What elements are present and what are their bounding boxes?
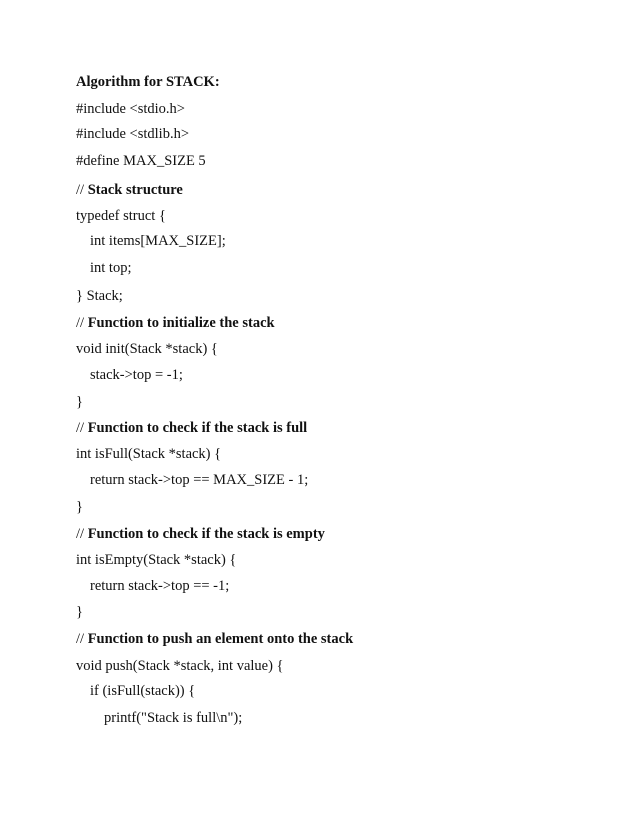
code-line: #include <stdio.h> [76, 101, 185, 117]
comment-text: Function to push an element onto the stack [87, 631, 354, 647]
code-comment [76, 419, 307, 437]
code-line: return stack->top == MAX_SIZE - 1; [90, 472, 309, 488]
code-comment [76, 630, 353, 648]
comment-text: Function to check if the stack is empty [87, 526, 325, 542]
code-line: void push(Stack *stack, int value) { [76, 658, 284, 674]
code-line: int items[MAX_SIZE]; [90, 233, 226, 249]
comment-text: Stack structure [87, 182, 183, 198]
code-line: int isEmpty(Stack *stack) { [76, 552, 237, 568]
code-line: } [76, 499, 83, 515]
comment-text: Function to initialize the stack [87, 315, 275, 331]
code-comment [76, 525, 325, 543]
code-line: #include <stdlib.h> [76, 126, 190, 142]
code-line: stack->top = -1; [90, 367, 183, 383]
code-line: #define MAX_SIZE 5 [76, 153, 206, 169]
comment-marker: // [76, 631, 88, 647]
code-line: typedef struct { [76, 208, 166, 224]
code-line: } [76, 604, 83, 620]
code-line: } Stack; [76, 288, 123, 304]
comment-marker: // [76, 182, 88, 198]
comment-text: Function to check if the stack is full [87, 420, 308, 436]
code-comment [76, 314, 275, 332]
code-line: void init(Stack *stack) { [76, 341, 218, 357]
code-line: return stack->top == -1; [90, 578, 230, 594]
code-line: } [76, 394, 83, 410]
code-line: if (isFull(stack)) { [90, 683, 196, 699]
code-line: printf("Stack is full\n"); [104, 710, 243, 726]
comment-marker: // [76, 315, 88, 331]
code-comment [76, 181, 183, 199]
document-heading: Algorithm for STACK: [76, 74, 220, 90]
code-line: int isFull(Stack *stack) { [76, 446, 222, 462]
comment-marker: // [76, 420, 88, 436]
code-line: int top; [90, 260, 132, 276]
comment-marker: // [76, 526, 88, 542]
